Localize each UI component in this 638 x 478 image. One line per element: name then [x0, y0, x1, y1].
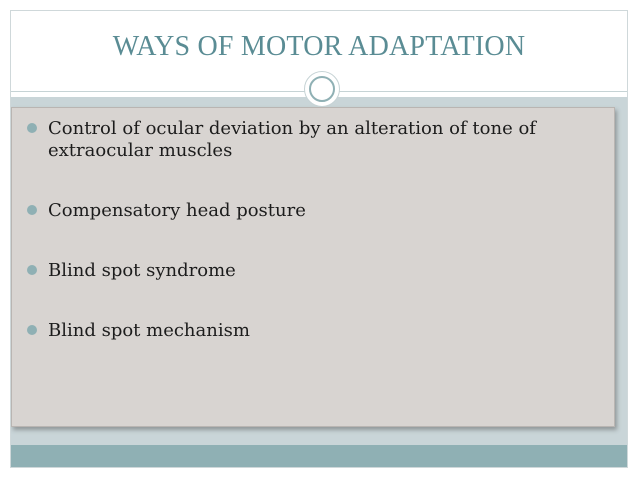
- circle-ornament-icon: [304, 71, 340, 107]
- footer-band: [11, 445, 627, 467]
- bullet-item: [26, 320, 586, 342]
- bullet-list: [26, 118, 586, 380]
- bullet-text: Blind spot mechanism: [48, 320, 250, 341]
- bullet-text: Blind spot syndrome: [48, 260, 236, 281]
- bullet-dot-icon: [27, 325, 37, 335]
- bullet-item: [26, 260, 586, 282]
- bullet-dot-icon: [27, 265, 37, 275]
- bullet-dot-icon: [27, 123, 37, 133]
- bullet-text: Control of ocular deviation by an alteration of tone of extraocular muscles: [48, 118, 536, 161]
- bullet-item: [26, 200, 586, 222]
- slide-title: WAYS OF MOTOR ADAPTATION: [112, 31, 526, 62]
- slide: [10, 10, 628, 468]
- circle-ornament-inner: [309, 76, 335, 102]
- bullet-dot-icon: [27, 205, 37, 215]
- bullet-item: [26, 118, 586, 162]
- content-box: [11, 107, 615, 427]
- bullet-text: Compensatory head posture: [48, 200, 306, 221]
